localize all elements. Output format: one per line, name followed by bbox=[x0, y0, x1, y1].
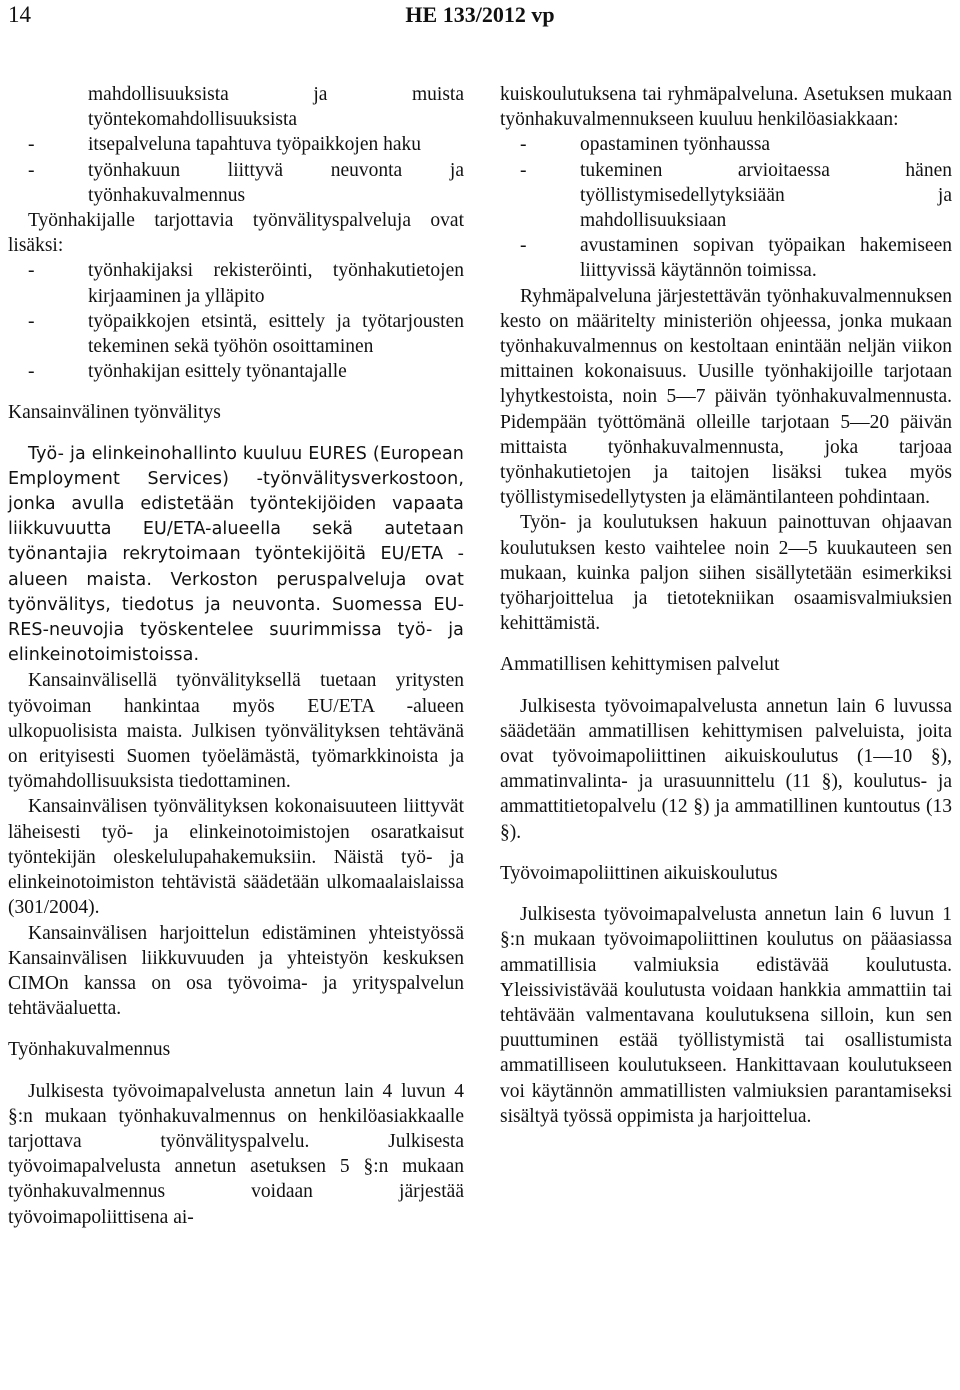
paragraph-continuation: kuiskoulutuksena tai ryhmäpalveluna. Asetuksen mukaan työnhakuvalmennukseen kuuluu henkilöasiakkaan: bbox=[500, 84, 952, 131]
page-number: 14 bbox=[8, 2, 31, 27]
heading-ammatillisen: Ammatillisen kehittymisen palvelut bbox=[500, 654, 780, 676]
heading-aikuiskoulutus: Työvoimapoliittinen aikuiskoulutus bbox=[500, 862, 778, 884]
list-item: - tukeminen arvioitaessa hänen työllistymisedellytyksiään ja mahdollisuuksiaan bbox=[520, 159, 952, 232]
list-item: - avustaminen sopivan työpaikan hakemiseen liittyvissä käytännön toimissa. bbox=[520, 235, 952, 282]
paragraph-lisaksi: Työnhakijalle tarjottavia työnvälityspalveluja ovat lisäksi: bbox=[8, 210, 464, 257]
list-item: - työnhakuun liittyvä neuvonta ja työnhakuvalmennus bbox=[28, 159, 464, 206]
paragraph-tyonhakuvalmennus: Julkisesta työvoimapalvelusta annetun lain 4 luvun 4 §:n mukaan työnhakuvalmennus on henkilöasiakkaalle tarjottava työnvälityspalvelu. Julkisesta työvoimapalvelusta annetun asetuksen 5 §:n mukaan työnhakuvalmennus voidaan järjestää työvoimapoliittisena ai- bbox=[8, 1080, 464, 1228]
paragraph-ammatillisen: Julkisesta työvoimapalvelusta annetun lain 6 luvussa säädetään ammatillisen kehittymisen palveluista, joita ovat työvoimapoliittinen aikuiskoulutus (1—10 §), ammatinvalinta- ja urasuunnittelu (11 §), koulutus- ja ammattitietopalvelu (12 §) ja ammatillinen kuntoutus (13 §). bbox=[500, 695, 952, 843]
paragraph-koulutus: Työn- ja koulutuksen hakuun painottuvan ohjaavan koulutuksen kesto vaihtelee noin 2—5 kuukauteen sen mukaan, kuinka paljon siihen sisällytetään esimerkiksi työharjoittelua ja tietotekniikan osaamisvalmiuksien kehittämistä. bbox=[500, 512, 952, 635]
list-item: - itsepalveluna tapahtuva työpaikkojen haku bbox=[28, 134, 422, 156]
list-item: - työpaikkojen etsintä, esittely ja työtarjousten tekeminen sekä työhön osoittaminen bbox=[28, 310, 464, 358]
paragraph-kokonaisuus: Kansainvälisen työnvälityksen kokonaisuuteen liittyvät läheisesti työ- ja elinkeinotoimistojen osaratkaisut työntekijän oleskelulupahakemuksiin. Näistä työ- ja elinkeinotoimiston tehtävistä säädetään ulkomaalaislaissa (301/2004). bbox=[8, 796, 464, 919]
paragraph-tuetaan: Kansainvälisellä työnvälityksellä tuetaan yritysten työvoiman hankintaa myös EU/ETA -alueen ulkopuolisista maista. Julkisen työnvälityksen tehtävänä on erityisesti Suomen työelämästä, työmarkkinoista ja työmahdollisuuksista tiedottaminen. bbox=[8, 670, 464, 793]
intro-continuation: mahdollisuuksista ja muista työntekomahdollisuuksista bbox=[88, 84, 464, 131]
heading-kansainvalinen: Kansainvälinen työnvälitys bbox=[8, 402, 221, 424]
document-reference: HE 133/2012 vp bbox=[405, 2, 555, 27]
paragraph-cimo: Kansainvälisen harjoittelun edistäminen yhteistyössä Kansainvälisen liikkuvuuden ja yhteistyön keskuksen CIMOn kanssa on osa työvoima- ja yrityspalvelun tehtäväaluetta. bbox=[8, 922, 464, 1020]
paragraph-ryhmapalvelu: Ryhmäpalveluna järjestettävän työnhakuvalmennuksen kesto on määritelty ministeriön ohjeessa, jonka mukaan työnhakuvalmennus on kestoltaan enintään neljän viikon mittainen kokonaisuus. Uusille työnhakijoille tarjotaan lyhytkestoista, noin 5—7 päivän työnhakuvalmennusta. Pidempään työttömänä olleille tarjotaan 5—20 päivän mittaista työnhakuvalmennusta, joka tarjoaa työnhakutietojen ja taitojen lisäksi tukea myös työllistymisedellytysten ja elämäntilanteen pohdintaan. bbox=[500, 285, 952, 509]
right-column bbox=[500, 82, 952, 1129]
list-item: - työnhakijaksi rekisteröinti, työnhakutietojen kirjaaminen ja ylläpito bbox=[28, 260, 464, 307]
list-item: - opastaminen työnhaussa bbox=[520, 134, 771, 156]
list-item: - työnhakijan esittely työnantajalle bbox=[28, 361, 347, 383]
paragraph-eures: Työ- ja elinkeinohallinto kuuluu EURES (European Employment Services) -työnvälitysverkostoon, jonka avulla edistetään työntekijöiden vapaata liikkuvuutta EU/ETA-alueella sekä autetaan työnantajia rekrytoimaan työntekijöitä EU/ETA -alueen maista. Verkoston peruspalveluja ovat työnvälitys, tiedotus ja neuvonta. Suomessa EU-RES-neuvojia työskentelee suurimmissa työ- ja elinkeinotoimistoissa. bbox=[8, 443, 464, 666]
paragraph-aikuiskoulutus: Julkisesta työvoimapalvelusta annetun lain 6 luvun 1 §:n mukaan työvoimapoliittinen koulutus on pääasiassa ammatillisia valmiuksia edistävää koulutusta. Yleissivistävää koulutusta voidaan hankkia ammattiin tai tehtävään valmentavana koulutuksena silloin, kun sen puuttuminen estää työllistymistä tai osallistumista ammatilliseen koulutukseen. Hankittavaan koulutukseen voi käytännön ammatillisten valmiuksien parantamiseksi sisältyä työssä oppimista ja harjoittelua. bbox=[500, 904, 952, 1127]
heading-tyonhakuvalmennus: Työnhakuvalmennus bbox=[8, 1039, 171, 1061]
left-column bbox=[8, 82, 464, 1230]
